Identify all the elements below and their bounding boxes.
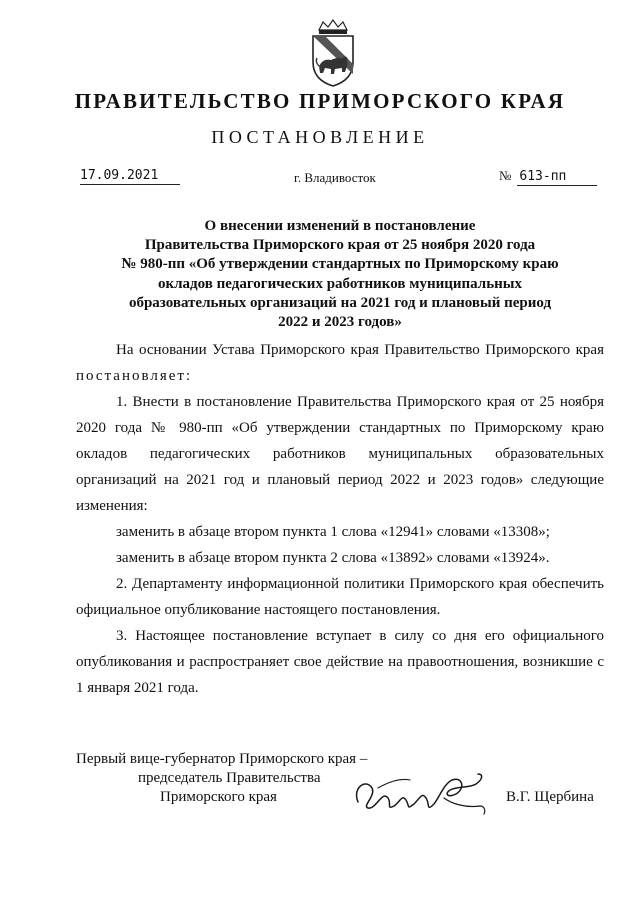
title-line: 2022 и 2023 годов» <box>278 314 402 331</box>
paragraph-2: 2. Департаменту информационной политики Приморского края обеспечить официальное опубликование настоящего постановления. <box>76 576 604 618</box>
title-line: образовательных организаций на 2021 год и плановый период <box>128 294 552 311</box>
paragraph-3: 3. Настоящее постановление вступает в силу со дня его официального опубликования и распространяет свое действие на правоотношения, возникшие с 1 января 2021 года. <box>76 628 604 696</box>
signer-position-line: председатель Правительства <box>138 770 321 786</box>
number-sign: № <box>499 168 512 183</box>
paragraph-1a: заменить в абзаце втором пункта 1 слова «12941» словами «13308»; <box>116 524 550 540</box>
intro-verb: постановляет: <box>76 368 193 384</box>
signer-position-line: Первый вице-губернатор Приморского края – <box>76 751 368 767</box>
document-city: г. Владивосток <box>294 170 376 185</box>
title-line: окладов педагогических работников муниципальных <box>158 275 522 292</box>
paragraph-1b: заменить в абзаце втором пункта 2 слова «13892» словами «13924». <box>116 550 550 566</box>
document-number: 613-пп <box>517 169 597 186</box>
intro-text: На основании Устава Приморского края Правительство Приморского края <box>116 342 604 358</box>
title-line: Правительства Приморского края от 25 ноября 2020 года <box>144 237 536 254</box>
document-body <box>76 337 604 701</box>
document-title <box>80 217 600 332</box>
signature-block <box>76 750 604 810</box>
title-line: № 980-пп «Об утверждении стандартных по Приморскому краю <box>121 256 559 273</box>
coat-of-arms-icon <box>305 18 361 88</box>
document-number-field <box>499 168 597 186</box>
paragraph-1: 1. Внести в постановление Правительства Приморского края от 25 ноября 2020 года № 980-пп «Об утверждении стандартных по Приморскому краю окладов педагогических работников муниципальных образовательных организаций на 2021 год и плановый период 2022 и 2023 годов» следующие изменения: <box>76 394 604 514</box>
title-line: О внесении изменений в постановление <box>204 218 476 234</box>
handwritten-signature <box>348 758 498 820</box>
organization-name: ПРАВИТЕЛЬСТВО ПРИМОРСКОГО КРАЯ <box>74 89 566 113</box>
document-date: 17.09.2021 <box>80 168 180 185</box>
signer-name: В.Г. Щербина <box>506 789 594 805</box>
intro-paragraph <box>76 337 604 389</box>
document-type: ПОСТАНОВЛЕНИЕ <box>211 127 429 147</box>
signer-position-line: Приморского края <box>160 789 277 805</box>
